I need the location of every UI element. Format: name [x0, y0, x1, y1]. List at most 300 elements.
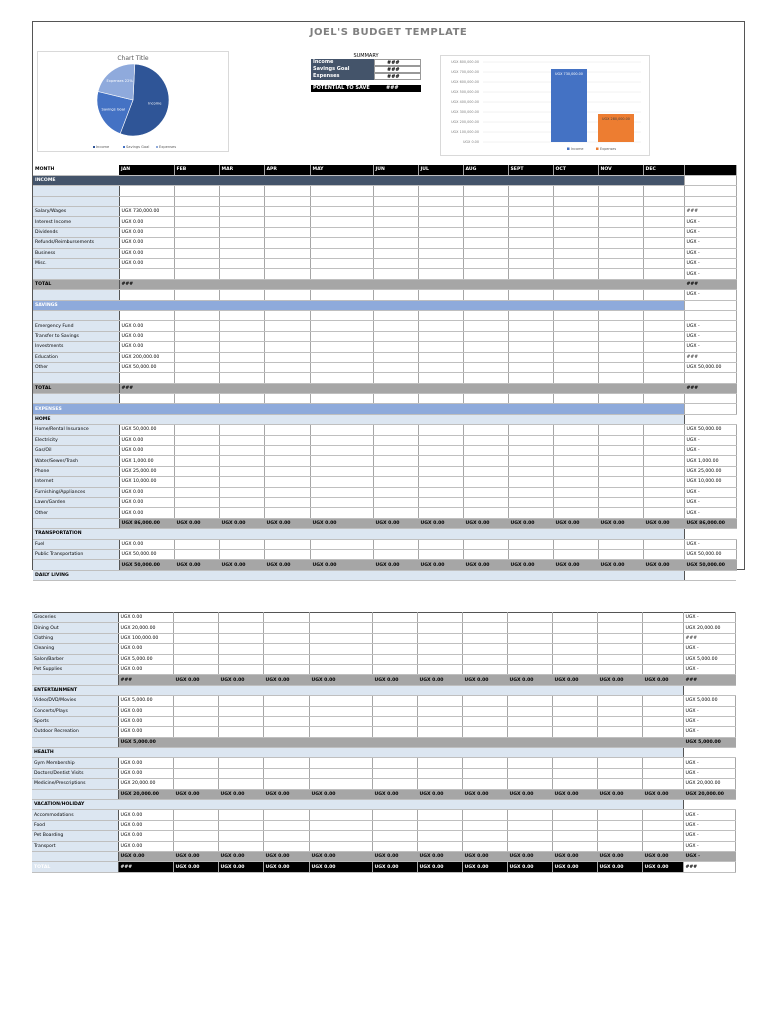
cell-may[interactable]	[310, 186, 373, 196]
cell-sept[interactable]	[507, 768, 552, 778]
row-total[interactable]: UGX 20,000.00	[683, 623, 735, 633]
cell-apr[interactable]	[264, 217, 310, 227]
cell-jul[interactable]	[418, 310, 463, 320]
cell-mar[interactable]	[218, 820, 263, 830]
cell-may[interactable]	[310, 362, 373, 372]
cell-sept[interactable]	[508, 352, 553, 362]
cell-jun[interactable]	[373, 342, 418, 352]
row-total[interactable]	[684, 196, 736, 206]
cell-may[interactable]	[310, 207, 373, 217]
cell-mar[interactable]	[218, 727, 263, 737]
cell-jan[interactable]: UGX 0.00	[118, 810, 173, 820]
cell-sept[interactable]	[508, 539, 553, 549]
cell-jan[interactable]: ###	[118, 862, 173, 872]
cell-jul[interactable]	[418, 331, 463, 341]
cell-jul[interactable]	[417, 820, 462, 830]
cell-feb[interactable]	[174, 477, 219, 487]
cell-may[interactable]	[310, 290, 373, 300]
row-total[interactable]: UGX -	[684, 435, 736, 445]
cell-nov[interactable]: UGX 0.00	[597, 789, 642, 799]
row-total[interactable]: UGX -	[684, 539, 736, 549]
cell-nov[interactable]	[597, 654, 642, 664]
cell-jul[interactable]	[417, 841, 462, 851]
cell-mar[interactable]: UGX 0.00	[219, 560, 264, 570]
cell-aug[interactable]	[462, 841, 507, 851]
cell-mar[interactable]	[219, 487, 264, 497]
cell-nov[interactable]	[598, 477, 643, 487]
total-cell[interactable]	[684, 414, 736, 424]
cell-nov[interactable]	[598, 227, 643, 237]
cell-aug[interactable]	[463, 456, 508, 466]
cell-dec[interactable]	[643, 466, 684, 476]
cell-jan[interactable]: UGX 0.00	[118, 758, 173, 768]
cell-sept[interactable]	[507, 820, 552, 830]
cell-apr[interactable]	[263, 696, 309, 706]
cell-may[interactable]	[310, 383, 373, 393]
cell-aug[interactable]	[463, 539, 508, 549]
cell-mar[interactable]	[219, 217, 264, 227]
cell-jan[interactable]: UGX 0.00	[119, 321, 174, 331]
cell-aug[interactable]	[463, 207, 508, 217]
cell-mar[interactable]	[219, 539, 264, 549]
cell-jun[interactable]	[372, 727, 417, 737]
row-total[interactable]: UGX -	[683, 768, 735, 778]
cell-nov[interactable]	[598, 373, 643, 383]
cell-mar[interactable]	[219, 498, 264, 508]
pie-chart[interactable]	[37, 51, 229, 152]
total-cell[interactable]	[684, 175, 736, 185]
cell-aug[interactable]: UGX 0.00	[462, 789, 507, 799]
cell-may[interactable]	[310, 394, 373, 404]
row-total[interactable]: UGX -	[684, 248, 736, 258]
month-sept[interactable]: SEPT	[508, 165, 553, 175]
cell-aug[interactable]	[463, 321, 508, 331]
cell-may[interactable]	[310, 342, 373, 352]
cell-aug[interactable]	[462, 768, 507, 778]
cell-mar[interactable]	[218, 768, 263, 778]
cell-may[interactable]	[309, 810, 372, 820]
row-total[interactable]: UGX 25,000.00	[684, 466, 736, 476]
cell-jan[interactable]: UGX 20,000.00	[118, 789, 173, 799]
cell-jan[interactable]: UGX 0.00	[119, 435, 174, 445]
cell-may[interactable]	[310, 352, 373, 362]
cell-apr[interactable]	[264, 549, 310, 559]
cell-may[interactable]	[309, 737, 372, 747]
cell-feb[interactable]	[173, 737, 218, 747]
cell-jan[interactable]: UGX 0.00	[119, 227, 174, 237]
cell-jan[interactable]: UGX 0.00	[119, 331, 174, 341]
cell-may[interactable]	[310, 446, 373, 456]
cell-mar[interactable]	[219, 331, 264, 341]
cell-may[interactable]	[310, 217, 373, 227]
cell-dec[interactable]	[642, 737, 683, 747]
cell-apr[interactable]	[264, 487, 310, 497]
cell-dec[interactable]: UGX 0.00	[643, 560, 684, 570]
cell-dec[interactable]	[643, 435, 684, 445]
cell-jun[interactable]	[373, 290, 418, 300]
cell-oct[interactable]	[553, 425, 598, 435]
cell-jan[interactable]: UGX 50,000.00	[119, 560, 174, 570]
summary-value[interactable]: ###	[374, 66, 421, 73]
cell-nov[interactable]	[597, 779, 642, 789]
cell-feb[interactable]	[174, 549, 219, 559]
cell-sept[interactable]	[508, 207, 553, 217]
cell-feb[interactable]: UGX 0.00	[173, 675, 218, 685]
cell-jan[interactable]: UGX 0.00	[119, 248, 174, 258]
cell-sept[interactable]	[507, 810, 552, 820]
cell-dec[interactable]	[642, 623, 683, 633]
cell-feb[interactable]	[174, 321, 219, 331]
cell-feb[interactable]	[174, 466, 219, 476]
cell-aug[interactable]	[462, 810, 507, 820]
row-total[interactable]: UGX 50,000.00	[684, 425, 736, 435]
cell-mar[interactable]	[219, 279, 264, 289]
cell-dec[interactable]	[642, 779, 683, 789]
cell-nov[interactable]	[597, 841, 642, 851]
cell-nov[interactable]	[597, 758, 642, 768]
cell-jan[interactable]: UGX 50,000.00	[119, 362, 174, 372]
cell-oct[interactable]	[553, 539, 598, 549]
cell-nov[interactable]	[598, 362, 643, 372]
cell-aug[interactable]	[463, 310, 508, 320]
cell-nov[interactable]	[598, 352, 643, 362]
cell-jul[interactable]	[417, 696, 462, 706]
cell-oct[interactable]	[552, 633, 597, 643]
cell-jul[interactable]	[418, 383, 463, 393]
cell-may[interactable]: UGX 0.00	[309, 675, 372, 685]
cell-sept[interactable]	[508, 549, 553, 559]
cell-jun[interactable]	[373, 310, 418, 320]
cell-jul[interactable]	[418, 352, 463, 362]
cell-feb[interactable]	[174, 342, 219, 352]
cell-jan[interactable]: UGX 0.00	[118, 716, 173, 726]
cell-mar[interactable]	[218, 716, 263, 726]
cell-oct[interactable]	[553, 321, 598, 331]
cell-may[interactable]	[309, 758, 372, 768]
cell-mar[interactable]	[218, 613, 263, 623]
row-total[interactable]: ###	[684, 352, 736, 362]
cell-nov[interactable]	[598, 342, 643, 352]
cell-dec[interactable]	[643, 269, 684, 279]
cell-feb[interactable]	[173, 841, 218, 851]
month-aug[interactable]: AUG	[463, 165, 508, 175]
cell-may[interactable]	[310, 487, 373, 497]
cell-mar[interactable]: UGX 0.00	[219, 518, 264, 528]
cell-aug[interactable]	[462, 644, 507, 654]
cell-jun[interactable]	[373, 227, 418, 237]
cell-may[interactable]	[310, 549, 373, 559]
cell-jul[interactable]	[418, 321, 463, 331]
cell-jul[interactable]	[418, 456, 463, 466]
cell-apr[interactable]	[264, 238, 310, 248]
cell-jul[interactable]	[417, 831, 462, 841]
cell-apr[interactable]	[263, 727, 309, 737]
cell-nov[interactable]	[597, 820, 642, 830]
row-total[interactable]: ###	[683, 633, 735, 643]
row-total[interactable]: ###	[684, 207, 736, 217]
cell-dec[interactable]	[643, 549, 684, 559]
cell-feb[interactable]	[174, 279, 219, 289]
cell-nov[interactable]	[598, 498, 643, 508]
cell-nov[interactable]: UGX 0.00	[598, 518, 643, 528]
cell-jan[interactable]: UGX 0.00	[118, 644, 173, 654]
cell-mar[interactable]	[219, 466, 264, 476]
cell-mar[interactable]	[219, 310, 264, 320]
cell-sept[interactable]	[508, 498, 553, 508]
cell-mar[interactable]	[218, 654, 263, 664]
cell-jul[interactable]	[418, 477, 463, 487]
cell-jan[interactable]: UGX 100,000.00	[118, 633, 173, 643]
cell-oct[interactable]	[552, 841, 597, 851]
cell-sept[interactable]	[507, 633, 552, 643]
cell-aug[interactable]	[462, 696, 507, 706]
cell-apr[interactable]: UGX 0.00	[263, 862, 309, 872]
cell-jul[interactable]	[418, 248, 463, 258]
cell-dec[interactable]: UGX 0.00	[642, 862, 683, 872]
cell-feb[interactable]	[174, 487, 219, 497]
cell-mar[interactable]	[219, 196, 264, 206]
cell-mar[interactable]	[219, 207, 264, 217]
row-total[interactable]: UGX -	[684, 238, 736, 248]
cell-aug[interactable]	[462, 613, 507, 623]
cell-feb[interactable]: UGX 0.00	[174, 560, 219, 570]
cell-jun[interactable]: UGX 0.00	[372, 789, 417, 799]
cell-feb[interactable]	[173, 831, 218, 841]
cell-dec[interactable]	[642, 654, 683, 664]
cell-aug[interactable]	[463, 498, 508, 508]
cell-apr[interactable]	[263, 779, 309, 789]
cell-sept[interactable]: UGX 0.00	[507, 789, 552, 799]
cell-jan[interactable]: UGX 1,000.00	[119, 456, 174, 466]
cell-may[interactable]	[309, 623, 372, 633]
cell-oct[interactable]	[552, 706, 597, 716]
cell-oct[interactable]	[552, 644, 597, 654]
cell-mar[interactable]	[219, 248, 264, 258]
row-total[interactable]: UGX -	[683, 758, 735, 768]
cell-jun[interactable]	[373, 207, 418, 217]
cell-aug[interactable]	[463, 352, 508, 362]
cell-oct[interactable]	[552, 654, 597, 664]
cell-jul[interactable]	[417, 779, 462, 789]
cell-jun[interactable]	[373, 259, 418, 269]
cell-sept[interactable]	[508, 259, 553, 269]
cell-sept[interactable]	[508, 446, 553, 456]
cell-sept[interactable]	[508, 290, 553, 300]
cell-jul[interactable]	[418, 487, 463, 497]
cell-nov[interactable]	[597, 664, 642, 674]
cell-aug[interactable]	[462, 633, 507, 643]
cell-jan[interactable]: UGX 0.00	[118, 820, 173, 830]
row-total[interactable]: UGX -	[683, 841, 735, 851]
row-total[interactable]: UGX -	[684, 259, 736, 269]
cell-jan[interactable]: UGX 0.00	[118, 768, 173, 778]
cell-aug[interactable]	[462, 654, 507, 664]
cell-jul[interactable]	[418, 446, 463, 456]
cell-aug[interactable]	[462, 664, 507, 674]
cell-may[interactable]	[310, 196, 373, 206]
cell-nov[interactable]	[598, 456, 643, 466]
cell-aug[interactable]	[462, 758, 507, 768]
cell-jun[interactable]	[372, 831, 417, 841]
cell-mar[interactable]	[218, 623, 263, 633]
cell-jul[interactable]: UGX 0.00	[417, 789, 462, 799]
cell-may[interactable]	[310, 321, 373, 331]
cell-apr[interactable]	[264, 331, 310, 341]
cell-oct[interactable]	[552, 623, 597, 633]
cell-jul[interactable]	[418, 508, 463, 518]
cell-sept[interactable]	[508, 373, 553, 383]
cell-jul[interactable]	[418, 549, 463, 559]
cell-sept[interactable]	[508, 238, 553, 248]
cell-aug[interactable]	[463, 487, 508, 497]
cell-may[interactable]	[310, 477, 373, 487]
cell-feb[interactable]	[174, 352, 219, 362]
potential-value[interactable]: ###	[374, 85, 421, 92]
cell-nov[interactable]	[598, 549, 643, 559]
cell-mar[interactable]	[218, 664, 263, 674]
cell-mar[interactable]	[218, 696, 263, 706]
cell-jun[interactable]	[372, 633, 417, 643]
cell-jan[interactable]	[119, 373, 174, 383]
cell-oct[interactable]	[553, 310, 598, 320]
cell-may[interactable]	[310, 466, 373, 476]
cell-apr[interactable]: UGX 0.00	[263, 851, 309, 861]
cell-jan[interactable]: UGX 5,000.00	[118, 654, 173, 664]
cell-jul[interactable]	[418, 227, 463, 237]
cell-mar[interactable]	[218, 737, 263, 747]
cell-aug[interactable]	[463, 383, 508, 393]
cell-jun[interactable]	[372, 664, 417, 674]
cell-sept[interactable]	[507, 706, 552, 716]
cell-may[interactable]	[309, 779, 372, 789]
cell-jul[interactable]	[417, 644, 462, 654]
cell-sept[interactable]	[508, 362, 553, 372]
total-cell[interactable]	[684, 529, 736, 539]
cell-jun[interactable]: UGX 0.00	[372, 851, 417, 861]
cell-feb[interactable]	[174, 310, 219, 320]
cell-sept[interactable]	[507, 613, 552, 623]
cell-oct[interactable]	[553, 248, 598, 258]
cell-may[interactable]	[309, 727, 372, 737]
cell-jul[interactable]	[417, 623, 462, 633]
cell-apr[interactable]	[264, 466, 310, 476]
cell-dec[interactable]	[643, 279, 684, 289]
cell-jan[interactable]: UGX 0.00	[119, 508, 174, 518]
cell-mar[interactable]	[219, 238, 264, 248]
cell-sept[interactable]: UGX 0.00	[508, 560, 553, 570]
cell-mar[interactable]	[219, 227, 264, 237]
cell-jun[interactable]	[373, 446, 418, 456]
cell-jul[interactable]	[418, 539, 463, 549]
cell-aug[interactable]: UGX 0.00	[462, 675, 507, 685]
cell-aug[interactable]	[462, 706, 507, 716]
total-cell[interactable]	[684, 300, 736, 310]
cell-aug[interactable]	[462, 623, 507, 633]
cell-jan[interactable]	[119, 196, 174, 206]
cell-dec[interactable]	[643, 186, 684, 196]
cell-mar[interactable]	[218, 831, 263, 841]
cell-oct[interactable]	[553, 331, 598, 341]
cell-dec[interactable]	[642, 664, 683, 674]
cell-jul[interactable]	[417, 758, 462, 768]
cell-may[interactable]	[310, 279, 373, 289]
cell-feb[interactable]	[174, 456, 219, 466]
cell-oct[interactable]	[553, 373, 598, 383]
row-total[interactable]: UGX 1,000.00	[684, 456, 736, 466]
cell-feb[interactable]	[173, 716, 218, 726]
cell-mar[interactable]	[218, 633, 263, 643]
cell-jan[interactable]	[119, 394, 174, 404]
month-feb[interactable]: FEB	[174, 165, 219, 175]
cell-feb[interactable]	[174, 383, 219, 393]
row-total[interactable]: UGX 10,000.00	[684, 477, 736, 487]
cell-feb[interactable]	[174, 435, 219, 445]
cell-sept[interactable]	[508, 321, 553, 331]
cell-jun[interactable]	[373, 394, 418, 404]
month-label[interactable]: MONTH	[33, 165, 119, 175]
cell-jul[interactable]	[418, 186, 463, 196]
cell-may[interactable]	[310, 227, 373, 237]
cell-apr[interactable]	[264, 279, 310, 289]
cell-feb[interactable]	[174, 248, 219, 258]
cell-sept[interactable]	[508, 383, 553, 393]
cell-jun[interactable]	[373, 373, 418, 383]
cell-dec[interactable]: UGX 0.00	[642, 675, 683, 685]
cell-apr[interactable]	[264, 259, 310, 269]
cell-oct[interactable]	[552, 758, 597, 768]
month-jul[interactable]: JUL	[418, 165, 463, 175]
cell-jul[interactable]: UGX 0.00	[417, 851, 462, 861]
cell-dec[interactable]	[643, 352, 684, 362]
cell-feb[interactable]	[174, 217, 219, 227]
cell-apr[interactable]	[264, 373, 310, 383]
cell-oct[interactable]	[552, 727, 597, 737]
cell-oct[interactable]	[553, 352, 598, 362]
bar-chart[interactable]	[440, 55, 650, 156]
cell-dec[interactable]	[643, 238, 684, 248]
cell-jul[interactable]	[418, 290, 463, 300]
cell-aug[interactable]	[463, 425, 508, 435]
cell-jun[interactable]	[373, 539, 418, 549]
cell-jan[interactable]: UGX 5,000.00	[118, 696, 173, 706]
cell-apr[interactable]	[264, 394, 310, 404]
cell-aug[interactable]	[462, 716, 507, 726]
cell-nov[interactable]	[598, 487, 643, 497]
cell-may[interactable]	[310, 248, 373, 258]
cell-aug[interactable]	[463, 227, 508, 237]
cell-apr[interactable]	[264, 539, 310, 549]
cell-feb[interactable]	[174, 394, 219, 404]
cell-may[interactable]	[310, 508, 373, 518]
cell-jun[interactable]: UGX 0.00	[373, 560, 418, 570]
cell-mar[interactable]	[219, 373, 264, 383]
cell-aug[interactable]: UGX 0.00	[462, 851, 507, 861]
cell-jan[interactable]: UGX 0.00	[119, 487, 174, 497]
cell-sept[interactable]	[508, 310, 553, 320]
cell-sept[interactable]	[508, 196, 553, 206]
cell-apr[interactable]	[263, 820, 309, 830]
cell-may[interactable]	[309, 831, 372, 841]
cell-jun[interactable]	[372, 737, 417, 747]
cell-feb[interactable]	[173, 768, 218, 778]
cell-dec[interactable]	[643, 446, 684, 456]
cell-jan[interactable]: UGX 50,000.00	[119, 549, 174, 559]
cell-mar[interactable]	[218, 841, 263, 851]
cell-nov[interactable]	[597, 623, 642, 633]
cell-mar[interactable]	[219, 259, 264, 269]
cell-jul[interactable]	[417, 706, 462, 716]
cell-aug[interactable]	[463, 394, 508, 404]
